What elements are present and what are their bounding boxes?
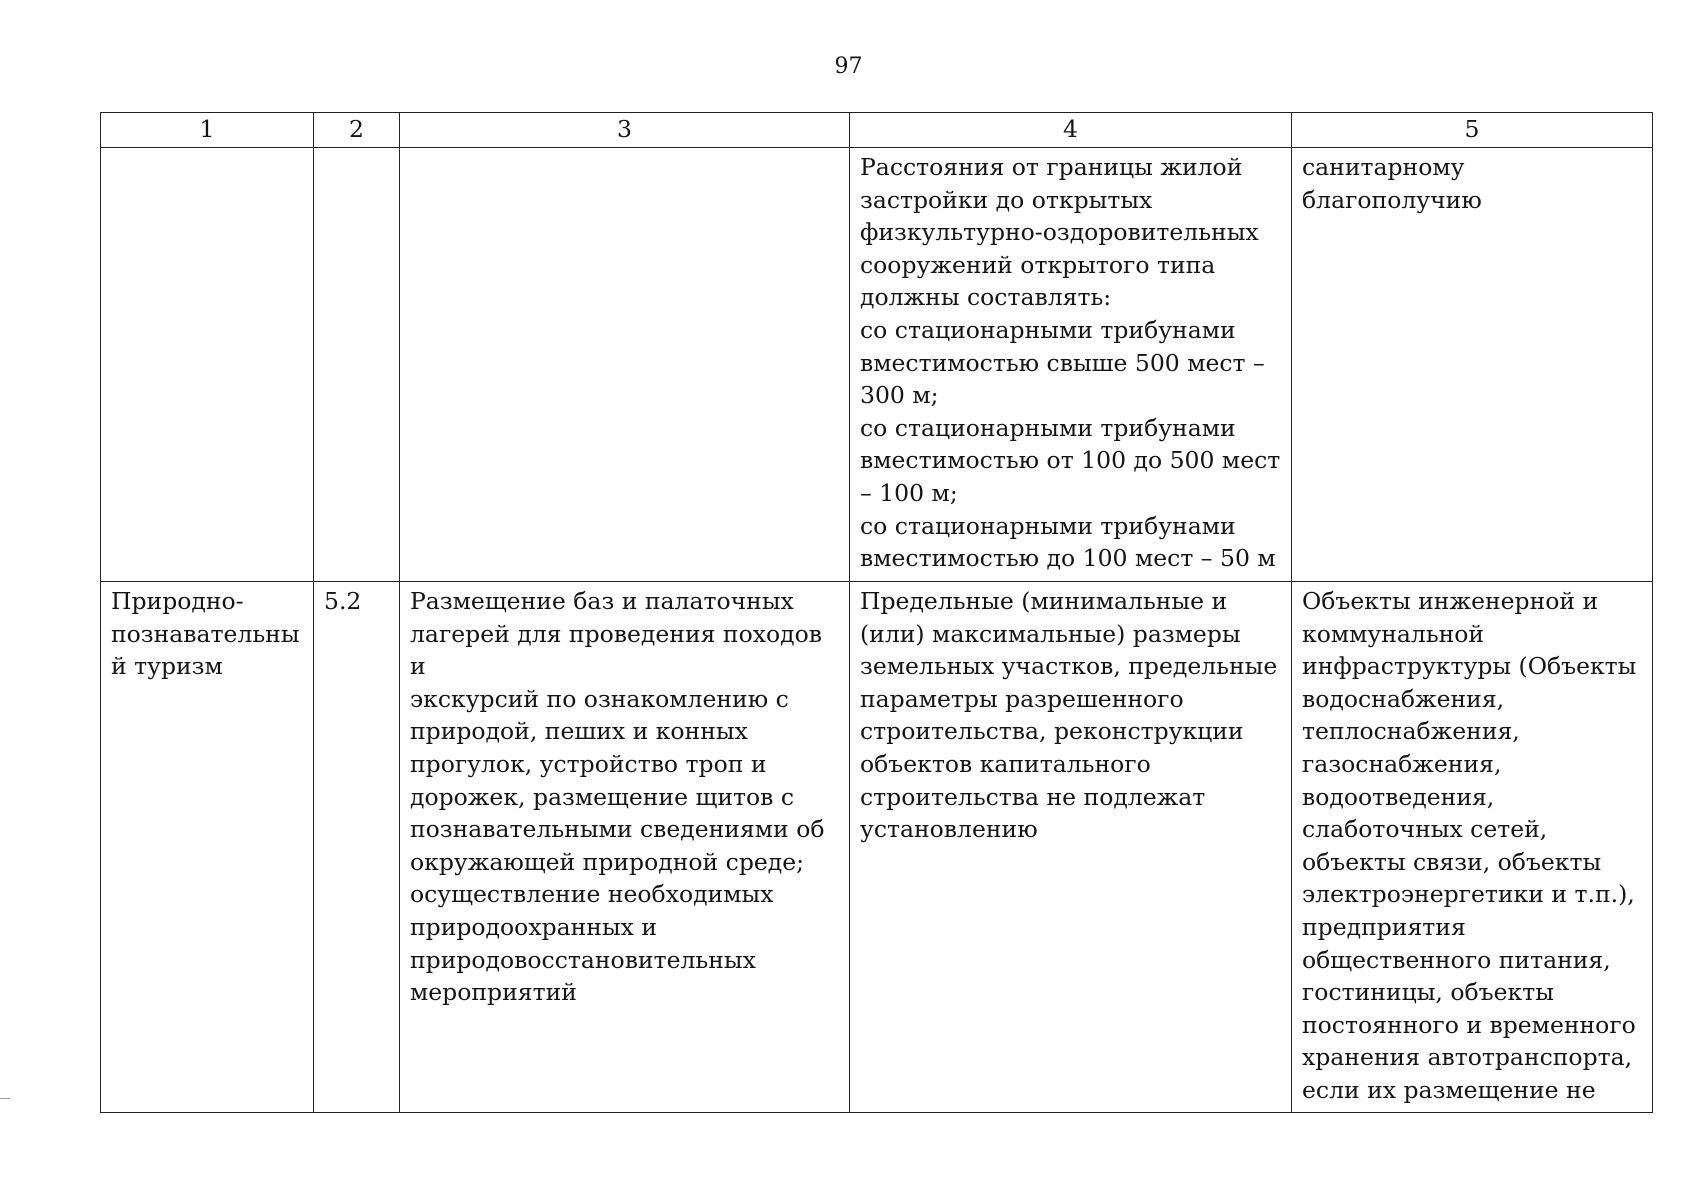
table-cell <box>101 582 314 1113</box>
table-row <box>101 582 1653 1113</box>
cell-text: Расстояния от границы жилой застройки до открытых физкультурно-оздоровительных сооружений открытого типа должны составлять: со стационарными трибунами вместимостью свыше 500 мест – 300 м; со стационарными трибунами вместимостью от 100 до 500 мест – 100 м; со стационарными трибунами вместимостью до 100 мест – 50 м <box>860 153 1281 573</box>
cell-text: Природно- познавательны й туризм <box>111 587 300 681</box>
table-row <box>101 148 1653 582</box>
table-cell <box>314 148 400 582</box>
cell-text: санитарному благополучию <box>1302 153 1482 214</box>
table-header-row <box>101 113 1653 148</box>
table-cell <box>101 148 314 582</box>
header-col-1: 1 <box>101 113 314 148</box>
table-cell <box>314 582 400 1113</box>
regulation-table <box>100 112 1653 1113</box>
cell-text: Объекты инженерной и коммунальной инфраструктуры (Объекты водоснабжения, теплоснабжения, газоснабжения, водоотведения, слаботочных сетей, объекты связи, объекты электроэнергетики и т.п.), предприятия общественного питания, гостиницы, объекты постоянного и временного хранения автотранспорта, если их размещение не <box>1302 587 1637 1104</box>
table-cell <box>850 148 1292 582</box>
header-col-4: 4 <box>850 113 1292 148</box>
scan-edge-mark <box>0 1098 10 1099</box>
table-cell <box>400 148 850 582</box>
header-col-5: 5 <box>1292 113 1653 148</box>
cell-text: Размещение баз и палаточных лагерей для проведения походов и экскурсий по ознакомлению с природой, пеших и конных прогулок, устройство троп и дорожек, размещение щитов с познавательными сведениями об окружающей природной среде; осуществление необходимых природоохранных и природовосстановительных мероприятий <box>410 587 825 1007</box>
cell-text: 5.2 <box>324 587 362 615</box>
table-cell <box>850 582 1292 1113</box>
header-col-3: 3 <box>400 113 850 148</box>
table-cell <box>1292 148 1653 582</box>
header-col-2: 2 <box>314 113 400 148</box>
page-number: 97 <box>834 54 863 79</box>
table-cell <box>400 582 850 1113</box>
cell-text: Предельные (минимальные и (или) максимальные) размеры земельных участков, предельные параметры разрешенного строительства, реконструкции объектов капитального строительства не подлежат установлению <box>860 587 1278 844</box>
table-cell <box>1292 582 1653 1113</box>
